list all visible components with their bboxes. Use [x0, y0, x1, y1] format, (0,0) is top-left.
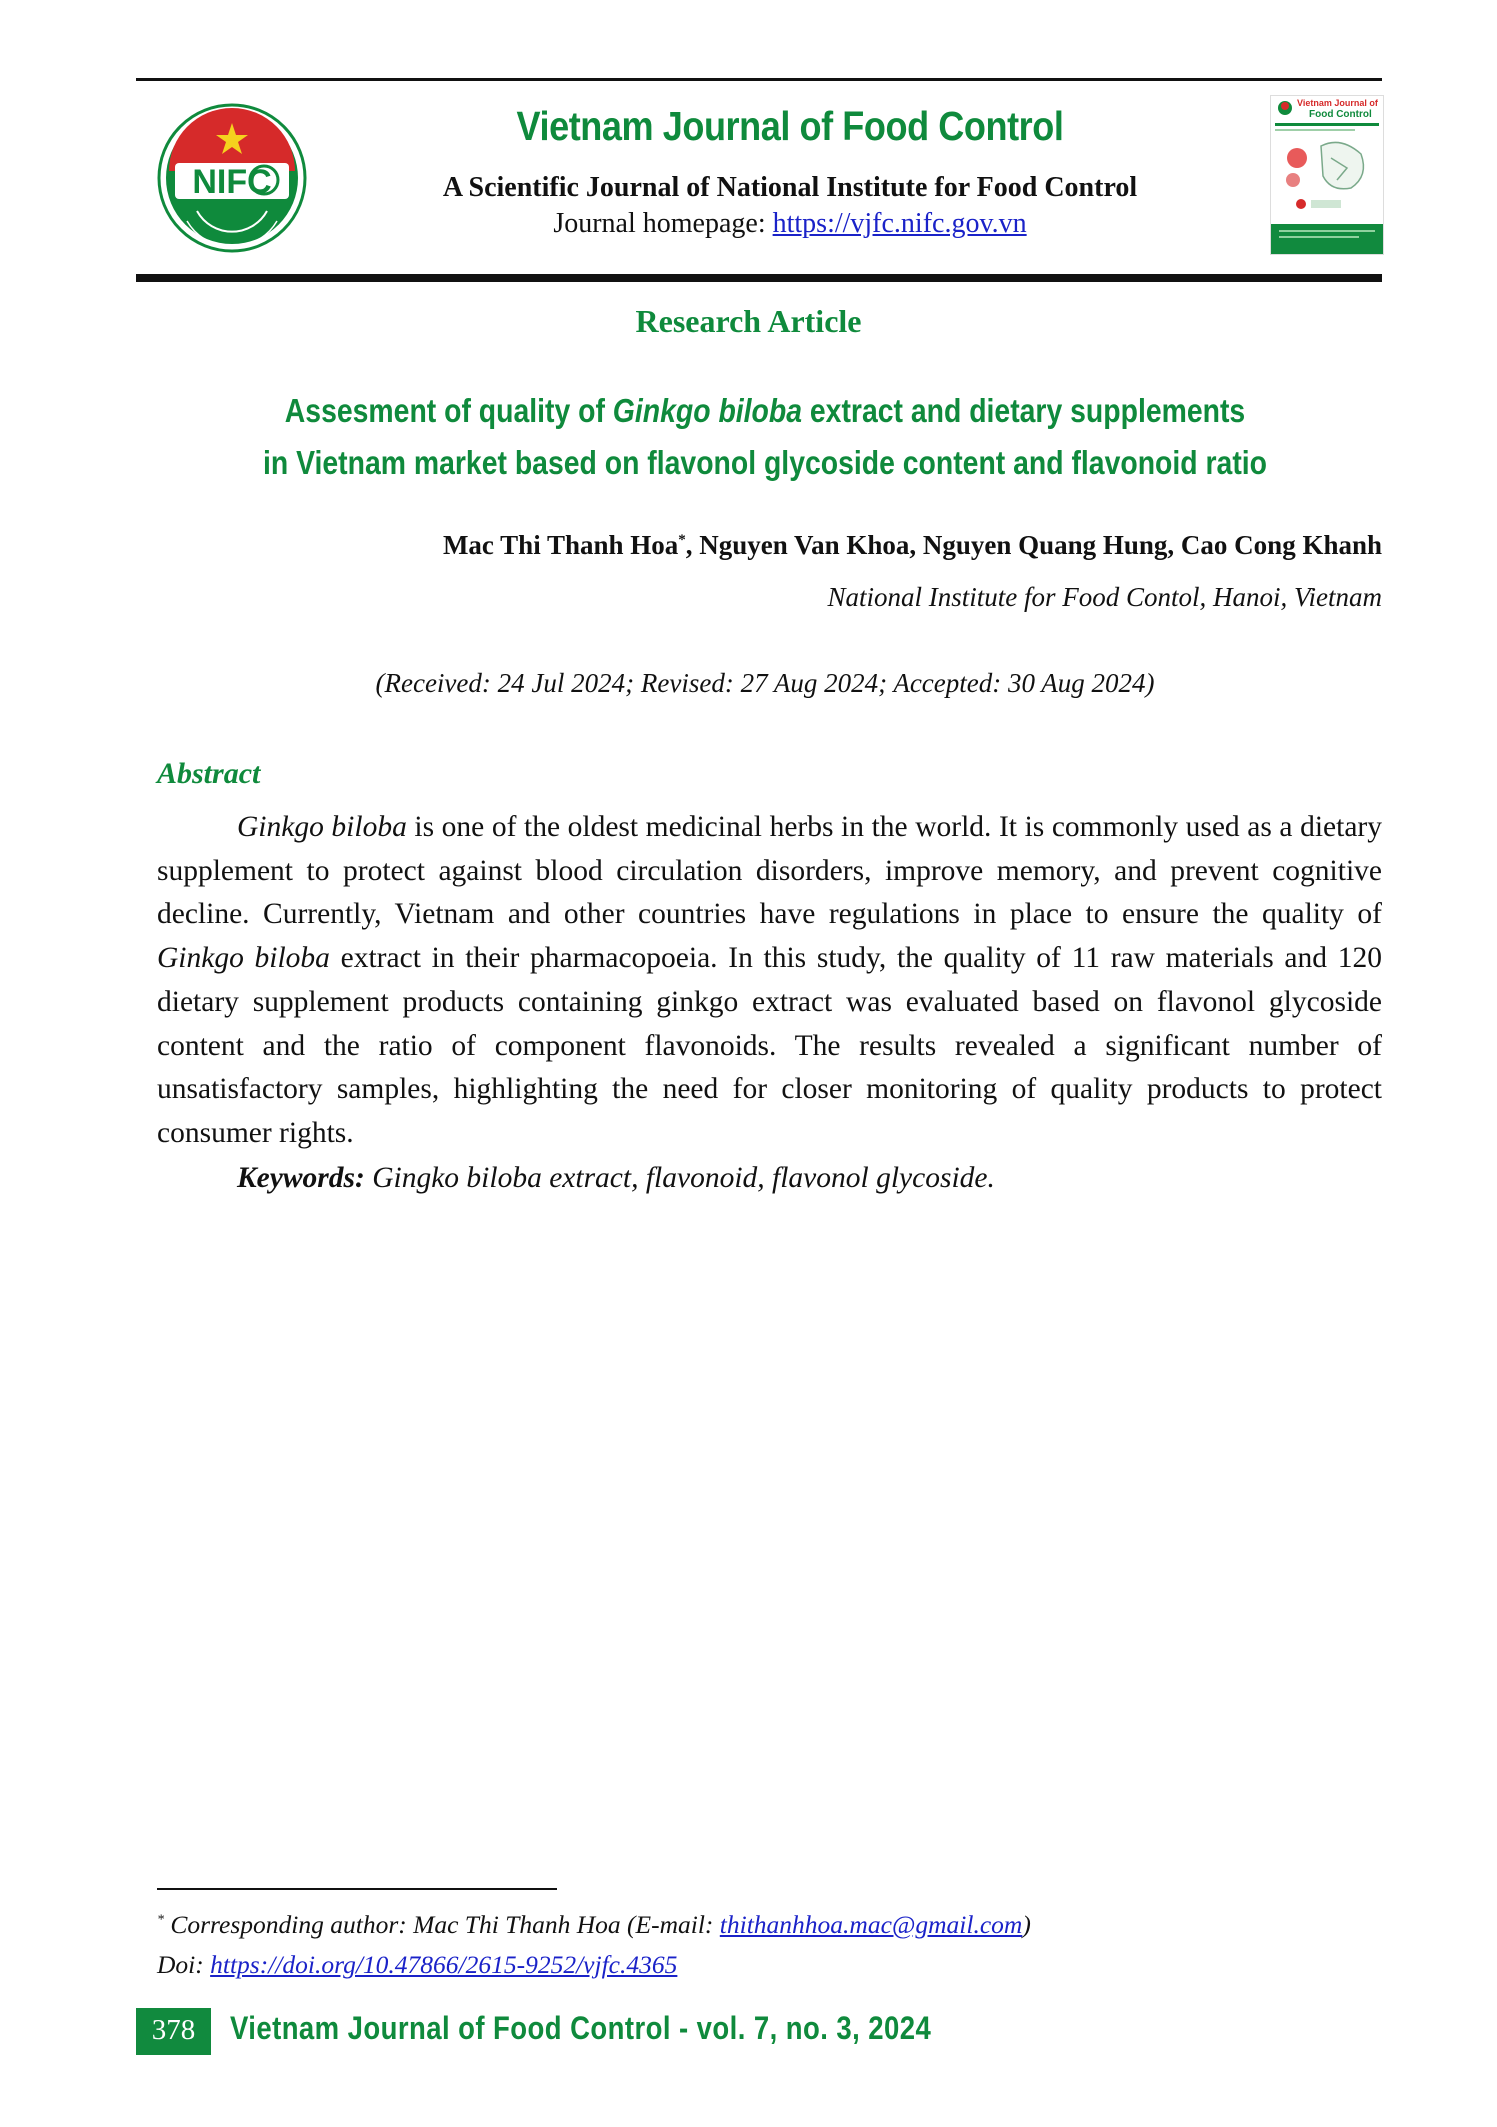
doi-label: Doi:: [157, 1950, 211, 1979]
footnote-mark: *: [157, 1912, 164, 1928]
journal-title: Vietnam Journal of Food Control: [516, 103, 1064, 149]
page-number: 378: [151, 2014, 196, 2046]
article-title-line2: in Vietnam market based on flavonol glycoside content and flavonoid ratio: [262, 444, 1267, 481]
abstract-body: [157, 806, 1382, 1156]
affiliation: National Institute for Food Contol, Hanoi, Vietnam: [827, 582, 1382, 612]
co-authors: , Nguyen Van Khoa, Nguyen Quang Hung, Cao Cong Khanh: [685, 530, 1382, 560]
journal-homepage: [300, 208, 1280, 240]
cover-title-line1: Vietnam Journal of: [1297, 98, 1378, 108]
footnote-author-text: Corresponding author: Mac Thi Thanh Hoa (E-mail:: [164, 1910, 720, 1939]
keywords-label: Keywords:: [237, 1162, 365, 1194]
cover-title-line2: Food Control: [1309, 109, 1372, 120]
article-type: Research Article: [635, 303, 862, 339]
article-title-line1: [236, 385, 1294, 437]
footnote-doi: [157, 1950, 677, 1980]
header-top-rule: [136, 78, 1382, 81]
doi-link[interactable]: https://doi.org/10.47866/2615-9252/vjfc.4365: [210, 1950, 678, 1979]
abstract-species-1: Ginkgo biloba: [237, 811, 407, 843]
keywords-line: [237, 1162, 995, 1195]
nifc-logo: [157, 103, 307, 253]
email-link[interactable]: thithanhhoa.mac@gmail.com: [719, 1910, 1023, 1939]
title-part2: extract and dietary supplements: [802, 392, 1246, 429]
article-title: [236, 385, 1294, 489]
footer-journal-info: Vietnam Journal of Food Control - vol. 7, no. 3, 2024: [230, 2010, 932, 2046]
corresponding-mark: *: [678, 532, 686, 548]
title-species: Ginkgo biloba: [612, 392, 803, 429]
journal-cover-thumbnail: [1270, 95, 1384, 255]
first-author: Mac Thi Thanh Hoa: [442, 530, 679, 560]
keywords-list: Gingko biloba extract, flavonoid, flavonol glycoside.: [364, 1162, 995, 1194]
logo-text: NIFC: [192, 163, 272, 201]
author-list: [443, 530, 1382, 561]
title-part1: Assesment of quality of: [284, 392, 613, 429]
footnote-corresponding-author: [157, 1910, 1031, 1940]
journal-subtitle: A Scientific Journal of National Institute for Food Control: [442, 172, 1138, 203]
abstract-paragraph: [157, 806, 1382, 1156]
abstract-heading: Abstract: [157, 757, 261, 790]
homepage-link[interactable]: https://vjfc.nifc.gov.vn: [772, 208, 1027, 239]
abstract-text-1: is one of the oldest medicinal herbs in the world. It is commonly used as a dietary supplement to protect against blood circulation disorders, improve memory, and prevent cognitive decline. Currently, Vietnam and other countries have regulations in place to ensure the quality of: [157, 811, 1382, 931]
abstract-text-2: extract in their pharmacopoeia. In this study, the quality of 11 raw materials and 120 dietary supplement products containing ginkgo extract was evaluated based on flavonol glycoside content and the ratio of component flavonoids. The results revealed a significant number of unsatisfactory samples, highlighting the need for closer monitoring of quality products to protect consumer rights.: [157, 942, 1382, 1149]
abstract-species-2: Ginkgo biloba: [157, 942, 330, 975]
article-dates: (Received: 24 Jul 2024; Revised: 27 Aug 2024; Accepted: 30 Aug 2024): [375, 668, 1155, 698]
footnote-rule: [157, 1888, 557, 1890]
header-bottom-rule: [136, 274, 1382, 282]
footnote-author-close: ): [1022, 1910, 1031, 1939]
homepage-label: Journal homepage:: [553, 208, 773, 239]
cover-image: [1271, 96, 1383, 254]
